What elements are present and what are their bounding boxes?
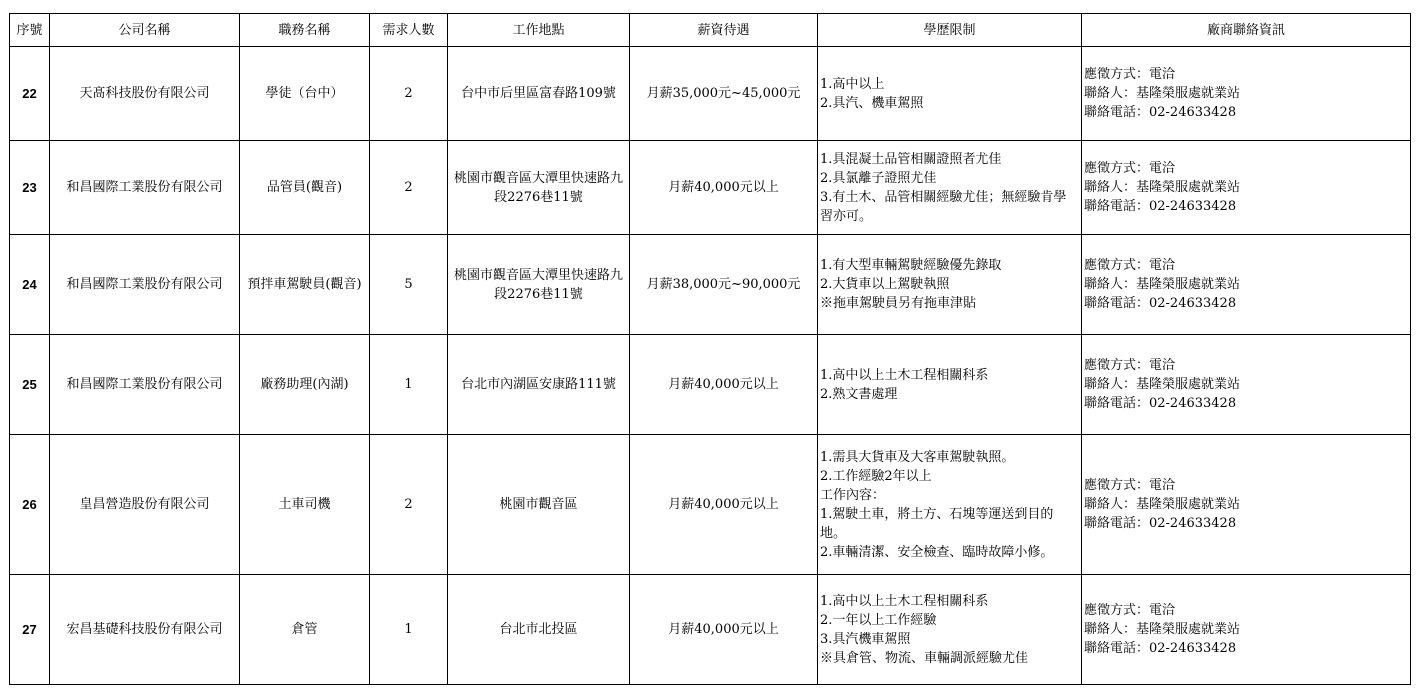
table-row [10,335,1411,435]
job-title-cell: 倉管 [240,575,370,685]
requirement-line: 2.熟文書處理 [820,386,898,402]
header-job: 職務名稱 [240,14,370,47]
table-row [10,141,1411,235]
job-title-cell: 品管員(觀音) [240,141,370,235]
location-cell: 台北市北投區 [448,575,630,685]
header-row [10,14,1411,47]
job-listing-table [9,13,1411,685]
contact-cell [1082,47,1411,141]
requirement-line: 1.駕駛土車，將土方、石塊等運送到目的地。 [820,506,1054,541]
salary-cell: 月薪40,000元以上 [630,335,818,435]
contact-method: 應徵方式：電洽 [1084,603,1176,618]
contact-phone: 聯絡電話：02-24633428 [1084,105,1237,120]
contact-cell [1082,435,1411,575]
requirement-line: 2.具氯離子證照尤佳 [820,170,937,186]
job-title-cell: 土車司機 [240,435,370,575]
requirement-line: 2.一年以上工作經驗 [820,612,937,628]
location-cell: 桃園市觀音區 [448,435,630,575]
contact-person: 聯絡人：基隆榮服處就業站 [1084,180,1241,195]
contact-method: 應徵方式：電洽 [1084,161,1176,176]
requirement-line: 2.具汽、機車駕照 [820,95,924,111]
requirement-line: 1.有大型車輛駕駛經驗優先錄取 [820,258,1002,273]
seq-cell: 22 [10,47,50,141]
location-cell: 桃園市觀音區大潭里快速路九段2276巷11號 [448,235,630,335]
table-row [10,235,1411,335]
location-cell: 台中市后里區富春路109號 [448,47,630,141]
contact-person: 聯絡人：基隆榮服處就業站 [1084,277,1241,292]
seq-cell: 23 [10,141,50,235]
salary-cell: 月薪40,000元以上 [630,141,818,235]
requirements-cell [818,435,1082,575]
contact-person: 聯絡人：基隆榮服處就業站 [1084,497,1241,512]
requirements-cell [818,47,1082,141]
seq-cell: 25 [10,335,50,435]
requirement-line: 3.有土木、品管相關經驗尤佳；無經驗肯學習亦可。 [820,189,1067,224]
requirement-line: 3.具汽機車駕照 [820,631,911,647]
header-count: 需求人數 [370,14,448,47]
header-contact: 廠商聯絡資訊 [1082,14,1411,47]
contact-cell [1082,335,1411,435]
job-title-cell: 預拌車駕駛員(觀音) [240,235,370,335]
contact-method: 應徵方式：電洽 [1084,478,1176,493]
requirement-line: 2.車輛清潔、安全檢查、臨時故障小修。 [820,544,1054,560]
contact-cell [1082,575,1411,685]
requirement-line: 1.需具大貨車及大客車駕駛執照。 [820,449,1015,465]
seq-cell: 26 [10,435,50,575]
contact-method: 應徵方式：電洽 [1084,67,1176,82]
salary-cell: 月薪38,000元~90,000元 [630,235,818,335]
headcount-cell: 2 [370,141,448,235]
contact-person: 聯絡人：基隆榮服處就業站 [1084,377,1241,392]
contact-phone: 聯絡電話：02-24633428 [1084,516,1237,531]
requirement-line: 2.工作經驗2年以上 [820,468,932,484]
table-row [10,575,1411,685]
headcount-cell: 2 [370,47,448,141]
requirements-cell [818,335,1082,435]
requirements-cell [818,235,1082,335]
company-cell: 天髙科技股份有限公司 [50,47,240,141]
requirement-line: 2.大貨車以上駕駛執照 [820,277,950,292]
requirement-line: 1.高中以上土木工程相關科系 [820,593,989,609]
location-cell: 台北市內湖區安康路111號 [448,335,630,435]
contact-phone: 聯絡電話：02-24633428 [1084,296,1237,311]
location-cell: 桃園市觀音區大潭里快速路九段2276巷11號 [448,141,630,235]
company-cell: 和昌國際工業股份有限公司 [50,335,240,435]
contact-phone: 聯絡電話：02-24633428 [1084,641,1237,656]
table-row [10,47,1411,141]
contact-phone: 聯絡電話：02-24633428 [1084,199,1237,214]
requirement-line: 1.高中以上 [820,76,885,92]
requirement-line: ※拖車駕駛員另有拖車津貼 [820,296,977,311]
contact-cell [1082,235,1411,335]
headcount-cell: 5 [370,235,448,335]
seq-cell: 27 [10,575,50,685]
company-cell: 皇昌營造股份有限公司 [50,435,240,575]
headcount-cell: 1 [370,335,448,435]
requirements-cell [818,575,1082,685]
job-title-cell: 廠務助理(內湖) [240,335,370,435]
salary-cell: 月薪40,000元以上 [630,575,818,685]
requirement-line: 工作內容： [820,487,886,503]
table-row [10,435,1411,575]
contact-person: 聯絡人：基隆榮服處就業站 [1084,622,1241,637]
requirements-cell [818,141,1082,235]
seq-cell: 24 [10,235,50,335]
requirement-line: ※具倉管、物流、車輛調派經驗尤佳 [820,650,1029,666]
job-title-cell: 學徒（台中） [240,47,370,141]
header-company: 公司名稱 [50,14,240,47]
headcount-cell: 2 [370,435,448,575]
company-cell: 宏昌基礎科技股份有限公司 [50,575,240,685]
company-cell: 和昌國際工業股份有限公司 [50,235,240,335]
requirement-line: 1.高中以上土木工程相關科系 [820,367,989,383]
header-location: 工作地點 [448,14,630,47]
contact-person: 聯絡人：基隆榮服處就業站 [1084,86,1241,101]
headcount-cell: 1 [370,575,448,685]
requirement-line: 1.具混凝土品管相關證照者尤佳 [820,151,1002,167]
header-salary: 薪資待遇 [630,14,818,47]
header-seq: 序號 [10,14,50,47]
contact-cell [1082,141,1411,235]
company-cell: 和昌國際工業股份有限公司 [50,141,240,235]
header-education: 學歷限制 [818,14,1082,47]
contact-method: 應徵方式：電洽 [1084,358,1176,373]
salary-cell: 月薪40,000元以上 [630,435,818,575]
contact-method: 應徵方式：電洽 [1084,258,1176,273]
contact-phone: 聯絡電話：02-24633428 [1084,396,1237,411]
salary-cell: 月薪35,000元~45,000元 [630,47,818,141]
